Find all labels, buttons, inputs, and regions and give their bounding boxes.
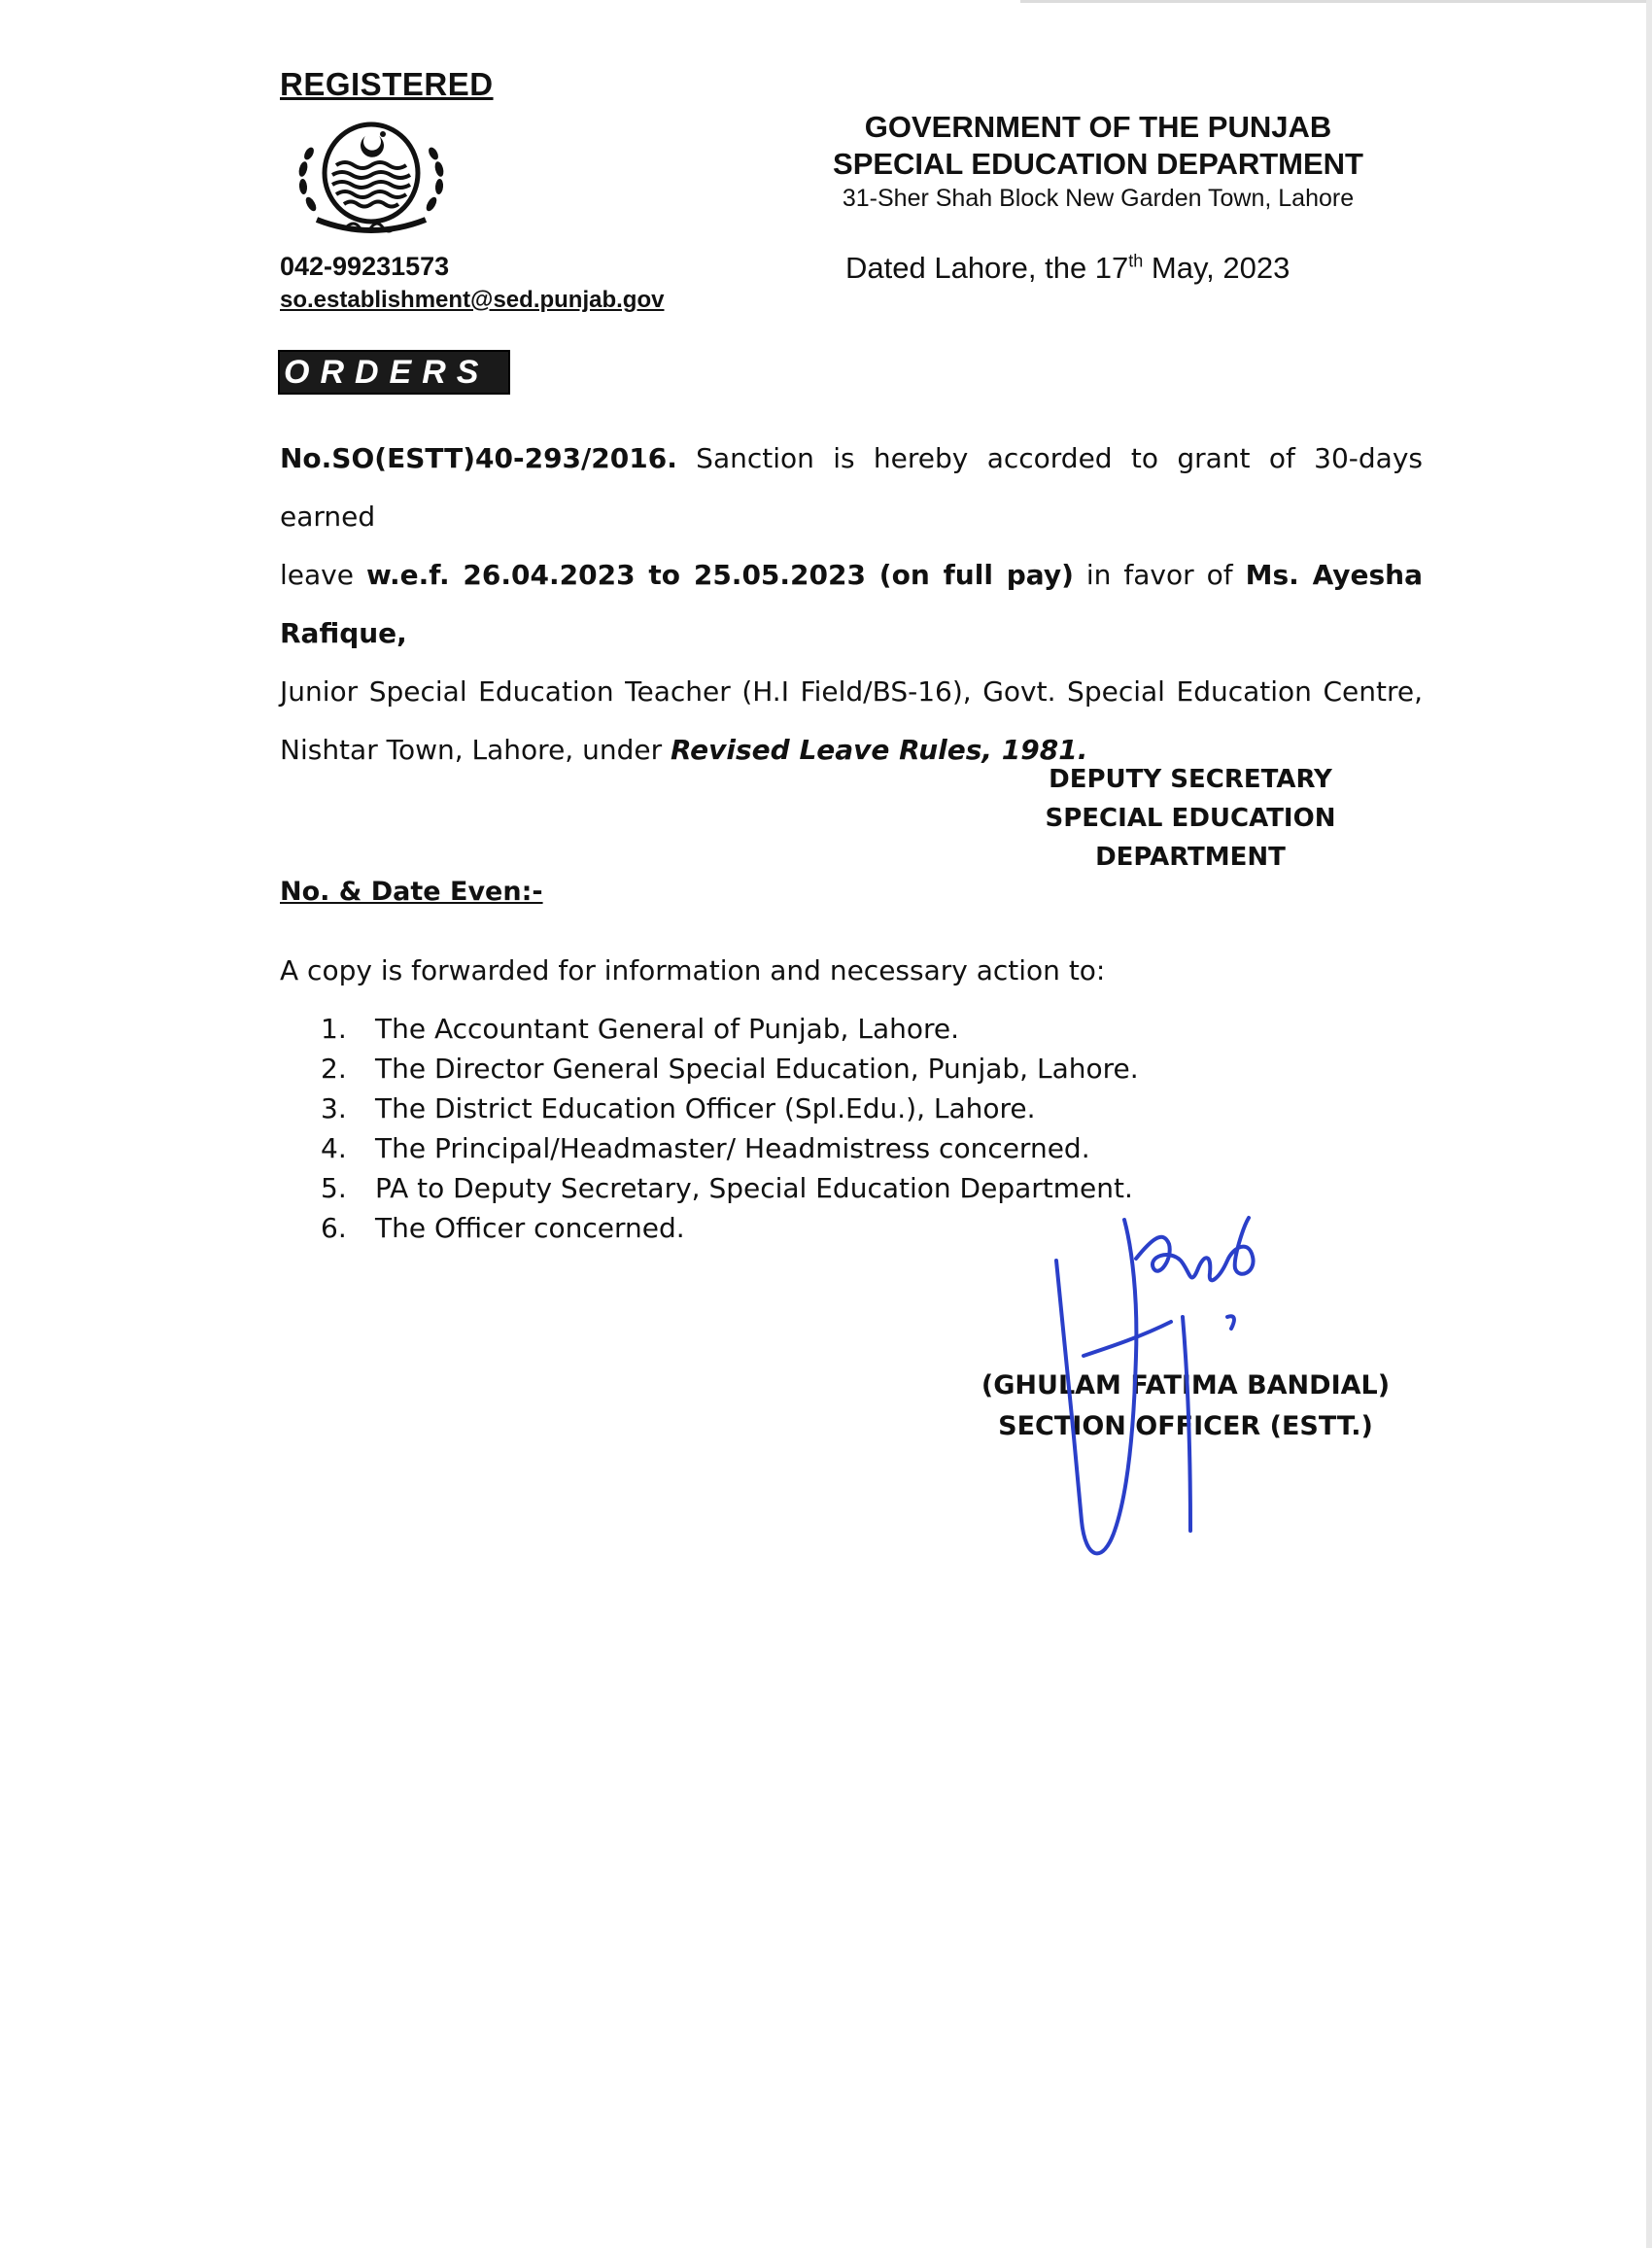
order-paragraph bbox=[280, 430, 1423, 779]
list-item-number: 6. bbox=[321, 1212, 347, 1244]
list-item bbox=[321, 1128, 1139, 1168]
list-item bbox=[321, 1049, 1139, 1089]
distribution-list bbox=[321, 1009, 1139, 1248]
list-item-text: The District Education Officer (Spl.Edu.), Lahore. bbox=[375, 1092, 1036, 1124]
order-text-5: Nishtar Town, Lahore, under bbox=[280, 734, 671, 766]
leave-rules: Revised Leave Rules, 1981. bbox=[671, 734, 1088, 766]
order-line-1 bbox=[280, 430, 1423, 546]
list-item-number: 3. bbox=[321, 1092, 347, 1124]
order-text-1: Sanction is hereby accorded to grant of 30-days earned bbox=[280, 442, 1423, 533]
list-item bbox=[321, 1168, 1139, 1208]
department-address: 31-Sher Shah Block New Garden Town, Lahore bbox=[842, 185, 1355, 212]
scan-edge-top bbox=[1020, 0, 1652, 3]
list-item-number: 2. bbox=[321, 1053, 347, 1085]
deputy-secretary-line-2: SPECIAL EDUCATION bbox=[1045, 804, 1336, 833]
no-date-even-heading: No. & Date Even:- bbox=[280, 877, 543, 907]
list-item-number: 1. bbox=[321, 1013, 347, 1045]
government-title: GOVERNMENT OF THE PUNJAB bbox=[864, 110, 1332, 144]
order-text-3: in favor of bbox=[1073, 559, 1246, 591]
officer-name: (GHULAM FATIMA BANDIAL) bbox=[981, 1370, 1391, 1401]
letterhead-header bbox=[758, 109, 1438, 214]
order-text-2: leave bbox=[280, 559, 366, 591]
registered-label: REGISTERED bbox=[280, 66, 494, 102]
list-item-text: The Director General Special Education, Punjab, Lahore. bbox=[375, 1053, 1139, 1085]
email-address[interactable]: so.establishment@sed.punjab.gov bbox=[280, 287, 665, 313]
deputy-secretary-block bbox=[1001, 760, 1380, 877]
employee-name: Ms. Ayesha Rafique, bbox=[280, 559, 1424, 649]
copy-forwarded-intro: A copy is forwarded for information and necessary action to: bbox=[280, 954, 1106, 986]
deputy-secretary-line-3: DEPARTMENT bbox=[1095, 843, 1286, 872]
list-item bbox=[321, 1208, 1139, 1248]
order-number: No.SO(ESTT)40-293/2016. bbox=[280, 442, 677, 474]
date-rest: May, 2023 bbox=[1143, 251, 1291, 285]
orders-title: ORDERS bbox=[278, 350, 510, 395]
punjab-government-emblem-icon bbox=[288, 115, 455, 243]
phone-number: 042-99231573 bbox=[280, 252, 450, 281]
list-item-number: 5. bbox=[321, 1172, 347, 1204]
order-line-3: Junior Special Education Teacher (H.I Field/BS-16), Govt. Special Education Centre, bbox=[280, 675, 1423, 708]
date-ordinal: th bbox=[1128, 251, 1144, 271]
leave-period: w.e.f. 26.04.2023 to 25.05.2023 (on full pay) bbox=[365, 559, 1074, 591]
list-item-text: The Accountant General of Punjab, Lahore. bbox=[375, 1013, 960, 1045]
department-title: SPECIAL EDUCATION DEPARTMENT bbox=[833, 147, 1363, 181]
list-item-number: 4. bbox=[321, 1132, 347, 1164]
list-item-text: PA to Deputy Secretary, Special Education Department. bbox=[375, 1172, 1133, 1204]
deputy-secretary-line-1: DEPUTY SECRETARY bbox=[1049, 765, 1332, 794]
list-item-text: The Officer concerned. bbox=[375, 1212, 685, 1244]
date-line bbox=[845, 251, 1290, 286]
handwritten-signature-icon bbox=[1045, 1200, 1283, 1570]
list-item-text: The Principal/Headmaster/ Headmistress concerned. bbox=[375, 1132, 1090, 1164]
scan-edge-right bbox=[1646, 0, 1652, 2248]
order-line-2 bbox=[280, 546, 1423, 663]
list-item bbox=[321, 1089, 1139, 1128]
officer-designation: SECTION OFFICER (ESTT.) bbox=[998, 1411, 1373, 1441]
date-prefix: Dated Lahore, the 17 bbox=[845, 251, 1129, 285]
list-item bbox=[321, 1009, 1139, 1049]
